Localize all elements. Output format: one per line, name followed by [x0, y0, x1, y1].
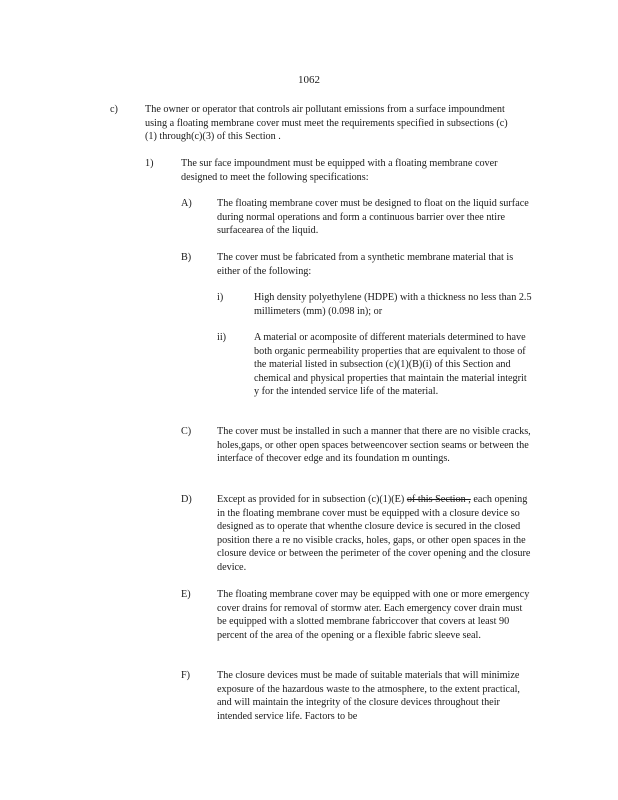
item-1-marker: 1)	[145, 158, 154, 169]
item-d-text-after: each opening in the floating membrane cover must be equipped with a closure device so designed as to operate that whenthe closure device is secured in the closed position there a re no visible cracks, holes, gaps, or other open spaces in the closure device or between the perimeter of the cover opening and the closure device.	[217, 494, 531, 573]
section-c-text: The owner or operator that controls air pollutant emissions from a surface impoundment using a floating membrane cover must meet the requirements specified in subsections (c)(1) through(c)(3) of this Section .	[145, 104, 508, 143]
item-ii-marker: ii)	[217, 332, 227, 343]
item-d-struck-text: of this Section ,	[406, 494, 471, 505]
item-c-text: The cover must be installed in such a manner that there are no visible cracks, holes,gaps, or other open spaces betweencover section seams or between the interface of thecover edge and its foundation m ountings.	[217, 426, 531, 465]
item-ii-text: A material or acomposite of different materials determined to have both organic permeability properties that are equivalent to those of the material listed in subsection (c)(1)(B)(i) of this Section and chemical and physical properties that maintain the material integrit y for the intended service life of the material.	[254, 332, 527, 398]
item-f-text: The closure devices must be made of suitable materials that will minimize exposure of the hazardous waste to the atmosphere, to the extent practical, and will maintain the integrity of the closure devices throughout their intended service life. Factors to be	[217, 670, 520, 722]
item-d-text-before: Except as provided for in subsection (c)(1)(E)	[217, 494, 407, 505]
item-c-marker: C)	[181, 426, 192, 437]
item-b-text: The cover must be fabricated from a synthetic membrane material that is either of the following:	[217, 252, 514, 277]
item-f-marker: F)	[181, 670, 191, 681]
item-1-text: The sur face impoundment must be equipped with a floating membrane cover designed to meet the following specifications:	[181, 158, 498, 183]
page-number: 1062	[298, 74, 320, 86]
item-e-text: The floating membrane cover may be equipped with one or more emergency cover drains for removal of stormw ater. Each emergency cover drain must be equipped with a slotted membrane fabriccover that covers at least 90 percent of the area of the opening or a flexible fabric sleeve seal.	[217, 589, 530, 641]
item-d-text	[217, 493, 537, 575]
item-d-marker: D)	[181, 494, 192, 505]
item-b-marker: B)	[181, 252, 192, 263]
item-i-text: High density polyethylene (HDPE) with a thickness no less than 2.5 millimeters (mm) (0.098 in); or	[254, 292, 532, 317]
item-a-marker: A)	[181, 198, 192, 209]
item-i-marker: i)	[217, 292, 224, 303]
section-c-marker: c)	[110, 104, 118, 115]
item-a-text: The floating membrane cover must be designed to float on the liquid surface during normal operations and form a continuous barrier over thee ntire surfacearea of the liquid.	[217, 198, 529, 237]
item-e-marker: E)	[181, 589, 191, 600]
